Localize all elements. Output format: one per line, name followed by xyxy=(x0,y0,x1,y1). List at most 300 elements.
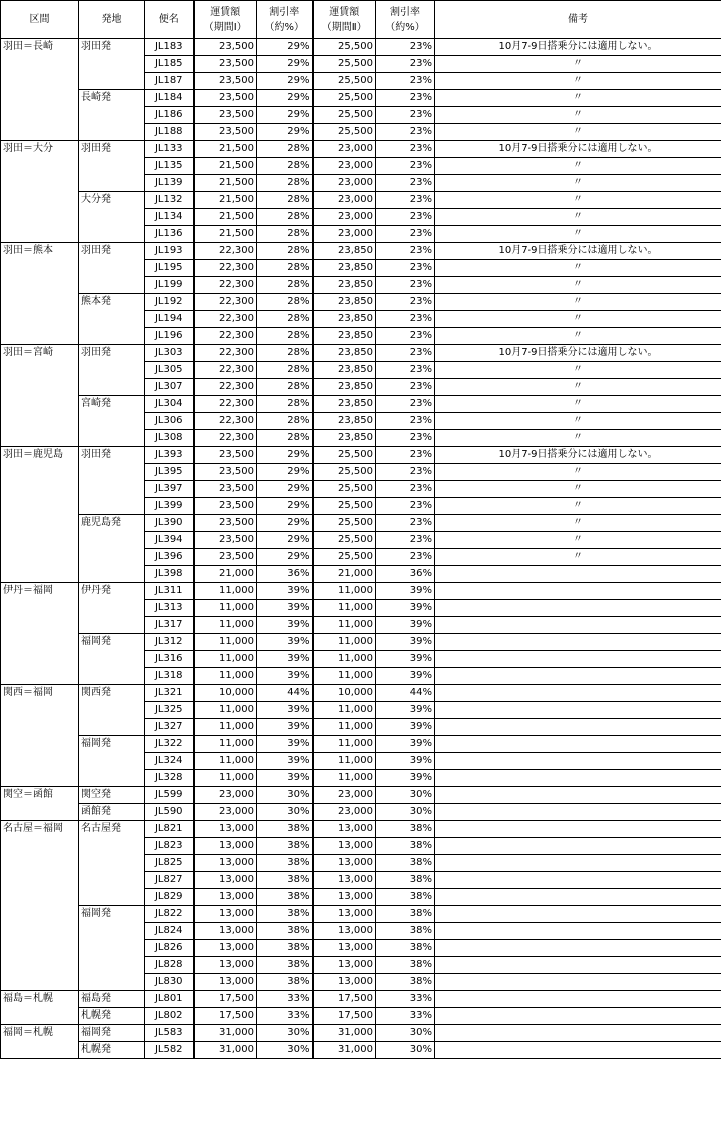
rate-period1-cell: 39% xyxy=(257,770,313,787)
departure-cell: 名古屋発 xyxy=(79,821,145,906)
rate-period1-cell: 30% xyxy=(257,1025,313,1042)
rate-period1-cell: 29% xyxy=(257,549,313,566)
rate-period2-cell: 38% xyxy=(376,906,435,923)
fare-period2-cell: 17,500 xyxy=(313,991,376,1008)
section-cell: 関西＝福岡 xyxy=(1,685,79,787)
table-row xyxy=(1,583,721,600)
remarks-cell xyxy=(435,685,721,702)
fare-period2-cell: 11,000 xyxy=(313,651,376,668)
flight-number-cell: JL830 xyxy=(145,974,194,991)
fare-period1-cell: 13,000 xyxy=(194,957,257,974)
flight-number-cell: JL317 xyxy=(145,617,194,634)
remarks-cell xyxy=(435,1042,721,1059)
rate-period1-cell: 29% xyxy=(257,447,313,464)
remarks-cell: 〃 xyxy=(435,175,721,192)
rate-period2-cell: 39% xyxy=(376,617,435,634)
fare-period1-cell: 13,000 xyxy=(194,838,257,855)
header-remarks: 備考 xyxy=(435,1,721,39)
flight-number-cell: JL185 xyxy=(145,56,194,73)
rate-period2-cell: 23% xyxy=(376,141,435,158)
fare-period2-cell: 23,850 xyxy=(313,311,376,328)
fare-period2-cell: 13,000 xyxy=(313,940,376,957)
flight-number-cell: JL195 xyxy=(145,260,194,277)
flight-number-cell: JL193 xyxy=(145,243,194,260)
rate-period1-cell: 28% xyxy=(257,192,313,209)
rate-period1-cell: 29% xyxy=(257,532,313,549)
fare-period1-cell: 23,500 xyxy=(194,549,257,566)
flight-number-cell: JL311 xyxy=(145,583,194,600)
table-row xyxy=(1,90,721,107)
rate-period2-cell: 38% xyxy=(376,855,435,872)
rate-period1-cell: 30% xyxy=(257,1042,313,1059)
rate-period1-cell: 28% xyxy=(257,277,313,294)
rate-period2-cell: 23% xyxy=(376,277,435,294)
fare-period2-cell: 23,000 xyxy=(313,804,376,821)
fare-period2-cell: 23,850 xyxy=(313,294,376,311)
table-row xyxy=(1,243,721,260)
rate-period2-cell: 39% xyxy=(376,753,435,770)
fare-period1-cell: 11,000 xyxy=(194,583,257,600)
fare-period1-cell: 23,500 xyxy=(194,73,257,90)
flight-number-cell: JL325 xyxy=(145,702,194,719)
fare-period2-cell: 11,000 xyxy=(313,719,376,736)
rate-period1-cell: 33% xyxy=(257,1008,313,1025)
fare-period2-cell: 25,500 xyxy=(313,498,376,515)
remarks-cell: 10月7-9日搭乗分には適用しない。 xyxy=(435,141,721,158)
fare-period1-cell: 22,300 xyxy=(194,396,257,413)
table-row xyxy=(1,515,721,532)
rate-period1-cell: 29% xyxy=(257,39,313,56)
remarks-cell: 〃 xyxy=(435,549,721,566)
remarks-cell: 〃 xyxy=(435,498,721,515)
fare-period1-cell: 23,500 xyxy=(194,515,257,532)
table-row xyxy=(1,396,721,413)
fare-period2-cell: 25,500 xyxy=(313,532,376,549)
fare-period1-cell: 22,300 xyxy=(194,260,257,277)
fare-period1-cell: 22,300 xyxy=(194,311,257,328)
rate-period1-cell: 29% xyxy=(257,73,313,90)
rate-period1-cell: 39% xyxy=(257,617,313,634)
rate-period1-cell: 28% xyxy=(257,294,313,311)
fare-period2-cell: 13,000 xyxy=(313,838,376,855)
fare-period2-cell: 11,000 xyxy=(313,753,376,770)
fare-period1-cell: 11,000 xyxy=(194,600,257,617)
remarks-cell xyxy=(435,770,721,787)
flight-number-cell: JL599 xyxy=(145,787,194,804)
flight-number-cell: JL135 xyxy=(145,158,194,175)
departure-cell: 札幌発 xyxy=(79,1042,145,1059)
fare-period2-cell: 25,500 xyxy=(313,39,376,56)
flight-number-cell: JL321 xyxy=(145,685,194,702)
rate-period1-cell: 28% xyxy=(257,413,313,430)
rate-period1-cell: 29% xyxy=(257,56,313,73)
rate-period1-cell: 28% xyxy=(257,158,313,175)
flight-number-cell: JL821 xyxy=(145,821,194,838)
table-row xyxy=(1,787,721,804)
fare-period2-cell: 13,000 xyxy=(313,906,376,923)
rate-period1-cell: 29% xyxy=(257,481,313,498)
remarks-cell xyxy=(435,991,721,1008)
fare-period2-cell: 25,500 xyxy=(313,73,376,90)
remarks-cell xyxy=(435,1008,721,1025)
departure-cell: 鹿児島発 xyxy=(79,515,145,583)
flight-number-cell: JL306 xyxy=(145,413,194,430)
flight-number-cell: JL396 xyxy=(145,549,194,566)
fare-period1-cell: 11,000 xyxy=(194,634,257,651)
rate-period2-cell: 39% xyxy=(376,770,435,787)
remarks-cell xyxy=(435,753,721,770)
rate-period1-cell: 36% xyxy=(257,566,313,583)
fare-period1-cell: 11,000 xyxy=(194,702,257,719)
section-cell: 羽田＝宮崎 xyxy=(1,345,79,447)
flight-number-cell: JL399 xyxy=(145,498,194,515)
fare-period1-cell: 22,300 xyxy=(194,413,257,430)
rate-period2-cell: 39% xyxy=(376,634,435,651)
remarks-cell: 〃 xyxy=(435,311,721,328)
rate-period2-cell: 23% xyxy=(376,396,435,413)
rate-period2-cell: 30% xyxy=(376,804,435,821)
flight-number-cell: JL183 xyxy=(145,39,194,56)
departure-cell: 福岡発 xyxy=(79,906,145,991)
rate-period2-cell: 23% xyxy=(376,430,435,447)
remarks-cell xyxy=(435,889,721,906)
flight-number-cell: JL583 xyxy=(145,1025,194,1042)
fare-period1-cell: 22,300 xyxy=(194,345,257,362)
departure-cell: 大分発 xyxy=(79,192,145,243)
rate-period2-cell: 38% xyxy=(376,821,435,838)
table-row xyxy=(1,634,721,651)
remarks-cell xyxy=(435,855,721,872)
section-cell: 羽田＝大分 xyxy=(1,141,79,243)
remarks-cell: 〃 xyxy=(435,277,721,294)
flight-number-cell: JL312 xyxy=(145,634,194,651)
fare-period2-cell: 23,850 xyxy=(313,396,376,413)
fare-period2-cell: 23,000 xyxy=(313,209,376,226)
rate-period2-cell: 33% xyxy=(376,991,435,1008)
fare-period1-cell: 11,000 xyxy=(194,668,257,685)
header-rate-period1: 割引率 （約%） xyxy=(257,1,313,39)
rate-period2-cell: 38% xyxy=(376,889,435,906)
fare-period1-cell: 23,000 xyxy=(194,804,257,821)
fare-period1-cell: 21,500 xyxy=(194,209,257,226)
fare-period2-cell: 31,000 xyxy=(313,1042,376,1059)
remarks-cell: 〃 xyxy=(435,515,721,532)
rate-period1-cell: 38% xyxy=(257,974,313,991)
rate-period2-cell: 23% xyxy=(376,192,435,209)
rate-period2-cell: 23% xyxy=(376,260,435,277)
header-fare-period2: 運賃額 （期間Ⅱ） xyxy=(313,1,376,39)
flight-number-cell: JL324 xyxy=(145,753,194,770)
fare-period1-cell: 13,000 xyxy=(194,889,257,906)
fare-period2-cell: 11,000 xyxy=(313,617,376,634)
rate-period1-cell: 39% xyxy=(257,753,313,770)
fare-period1-cell: 23,500 xyxy=(194,56,257,73)
remarks-cell xyxy=(435,804,721,821)
fare-period1-cell: 23,500 xyxy=(194,464,257,481)
rate-period2-cell: 23% xyxy=(376,294,435,311)
flight-number-cell: JL328 xyxy=(145,770,194,787)
fare-period1-cell: 17,500 xyxy=(194,1008,257,1025)
remarks-cell: 〃 xyxy=(435,294,721,311)
rate-period2-cell: 23% xyxy=(376,481,435,498)
remarks-cell: 10月7-9日搭乗分には適用しない。 xyxy=(435,243,721,260)
rate-period1-cell: 39% xyxy=(257,634,313,651)
rate-period1-cell: 28% xyxy=(257,243,313,260)
remarks-cell: 〃 xyxy=(435,158,721,175)
fare-period2-cell: 23,850 xyxy=(313,345,376,362)
rate-period2-cell: 36% xyxy=(376,566,435,583)
fare-period1-cell: 21,500 xyxy=(194,175,257,192)
rate-period2-cell: 23% xyxy=(376,56,435,73)
fare-period1-cell: 22,300 xyxy=(194,328,257,345)
flight-number-cell: JL134 xyxy=(145,209,194,226)
rate-period2-cell: 23% xyxy=(376,413,435,430)
rate-period1-cell: 38% xyxy=(257,906,313,923)
flight-number-cell: JL398 xyxy=(145,566,194,583)
flight-number-cell: JL802 xyxy=(145,1008,194,1025)
remarks-cell: 〃 xyxy=(435,73,721,90)
rate-period2-cell: 23% xyxy=(376,90,435,107)
rate-period1-cell: 28% xyxy=(257,311,313,328)
remarks-cell xyxy=(435,957,721,974)
flight-number-cell: JL184 xyxy=(145,90,194,107)
flight-number-cell: JL395 xyxy=(145,464,194,481)
remarks-cell xyxy=(435,719,721,736)
flight-number-cell: JL303 xyxy=(145,345,194,362)
rate-period2-cell: 23% xyxy=(376,498,435,515)
header-fare-period1: 運賃額 （期間Ⅰ） xyxy=(194,1,257,39)
remarks-cell xyxy=(435,940,721,957)
rate-period1-cell: 28% xyxy=(257,209,313,226)
remarks-cell: 〃 xyxy=(435,56,721,73)
remarks-cell xyxy=(435,600,721,617)
rate-period2-cell: 23% xyxy=(376,158,435,175)
departure-cell: 福島発 xyxy=(79,991,145,1008)
section-cell: 伊丹＝福岡 xyxy=(1,583,79,685)
rate-period1-cell: 39% xyxy=(257,736,313,753)
fare-period2-cell: 23,850 xyxy=(313,243,376,260)
fare-period1-cell: 22,300 xyxy=(194,277,257,294)
section-cell: 羽田＝熊本 xyxy=(1,243,79,345)
remarks-cell: 〃 xyxy=(435,464,721,481)
rate-period1-cell: 29% xyxy=(257,107,313,124)
fare-period1-cell: 21,500 xyxy=(194,141,257,158)
fare-period1-cell: 23,500 xyxy=(194,90,257,107)
rate-period1-cell: 39% xyxy=(257,719,313,736)
remarks-cell: 10月7-9日搭乗分には適用しない。 xyxy=(435,39,721,56)
remarks-cell xyxy=(435,838,721,855)
section-cell: 福岡＝札幌 xyxy=(1,1025,79,1059)
remarks-cell: 〃 xyxy=(435,192,721,209)
flight-number-cell: JL132 xyxy=(145,192,194,209)
fare-period1-cell: 22,300 xyxy=(194,362,257,379)
departure-cell: 羽田発 xyxy=(79,243,145,294)
rate-period1-cell: 29% xyxy=(257,464,313,481)
fare-period2-cell: 13,000 xyxy=(313,821,376,838)
rate-period1-cell: 38% xyxy=(257,940,313,957)
section-cell: 関空＝函館 xyxy=(1,787,79,821)
rate-period1-cell: 28% xyxy=(257,345,313,362)
rate-period1-cell: 28% xyxy=(257,379,313,396)
rate-period2-cell: 38% xyxy=(376,838,435,855)
remarks-cell: 〃 xyxy=(435,124,721,141)
rate-period1-cell: 39% xyxy=(257,668,313,685)
table-row xyxy=(1,1042,721,1059)
fare-period1-cell: 23,500 xyxy=(194,39,257,56)
fare-period1-cell: 13,000 xyxy=(194,906,257,923)
fare-period2-cell: 11,000 xyxy=(313,583,376,600)
rate-period2-cell: 23% xyxy=(376,311,435,328)
fare-period2-cell: 23,000 xyxy=(313,192,376,209)
table-row xyxy=(1,821,721,838)
rate-period1-cell: 30% xyxy=(257,787,313,804)
flight-number-cell: JL139 xyxy=(145,175,194,192)
remarks-cell: 〃 xyxy=(435,396,721,413)
remarks-cell: 〃 xyxy=(435,532,721,549)
fare-period2-cell: 11,000 xyxy=(313,770,376,787)
remarks-cell xyxy=(435,736,721,753)
rate-period2-cell: 23% xyxy=(376,362,435,379)
flight-number-cell: JL827 xyxy=(145,872,194,889)
fare-period1-cell: 22,300 xyxy=(194,430,257,447)
fare-period2-cell: 13,000 xyxy=(313,889,376,906)
departure-cell: 伊丹発 xyxy=(79,583,145,634)
rate-period1-cell: 38% xyxy=(257,821,313,838)
rate-period1-cell: 28% xyxy=(257,328,313,345)
fare-period2-cell: 23,850 xyxy=(313,430,376,447)
remarks-cell xyxy=(435,821,721,838)
flight-number-cell: JL188 xyxy=(145,124,194,141)
rate-period1-cell: 39% xyxy=(257,583,313,600)
fare-period2-cell: 23,850 xyxy=(313,413,376,430)
fare-period1-cell: 13,000 xyxy=(194,855,257,872)
rate-period2-cell: 38% xyxy=(376,872,435,889)
flight-number-cell: JL194 xyxy=(145,311,194,328)
rate-period2-cell: 23% xyxy=(376,515,435,532)
fare-period1-cell: 22,300 xyxy=(194,243,257,260)
rate-period1-cell: 28% xyxy=(257,430,313,447)
departure-cell: 羽田発 xyxy=(79,345,145,396)
remarks-cell xyxy=(435,906,721,923)
rate-period2-cell: 39% xyxy=(376,651,435,668)
fare-period1-cell: 13,000 xyxy=(194,821,257,838)
fare-period1-cell: 23,500 xyxy=(194,447,257,464)
flight-number-cell: JL304 xyxy=(145,396,194,413)
fare-period2-cell: 23,850 xyxy=(313,277,376,294)
fare-period1-cell: 21,500 xyxy=(194,158,257,175)
fare-period1-cell: 31,000 xyxy=(194,1042,257,1059)
fare-period1-cell: 17,500 xyxy=(194,991,257,1008)
header-row xyxy=(1,1,721,39)
rate-period2-cell: 30% xyxy=(376,1042,435,1059)
remarks-cell: 〃 xyxy=(435,226,721,243)
rate-period2-cell: 23% xyxy=(376,175,435,192)
remarks-cell xyxy=(435,566,721,583)
remarks-cell xyxy=(435,617,721,634)
section-cell: 福島＝札幌 xyxy=(1,991,79,1025)
fare-period1-cell: 11,000 xyxy=(194,651,257,668)
fare-period1-cell: 23,500 xyxy=(194,481,257,498)
fare-period2-cell: 25,500 xyxy=(313,107,376,124)
fare-period2-cell: 25,500 xyxy=(313,56,376,73)
rate-period1-cell: 29% xyxy=(257,124,313,141)
fare-period2-cell: 23,000 xyxy=(313,787,376,804)
table-row xyxy=(1,804,721,821)
fare-period1-cell: 23,000 xyxy=(194,787,257,804)
fare-period2-cell: 11,000 xyxy=(313,600,376,617)
flight-number-cell: JL187 xyxy=(145,73,194,90)
remarks-cell: 10月7-9日搭乗分には適用しない。 xyxy=(435,345,721,362)
flight-number-cell: JL828 xyxy=(145,957,194,974)
rate-period1-cell: 29% xyxy=(257,90,313,107)
rate-period2-cell: 38% xyxy=(376,957,435,974)
fare-period1-cell: 23,500 xyxy=(194,124,257,141)
remarks-cell: 〃 xyxy=(435,362,721,379)
remarks-cell xyxy=(435,702,721,719)
fare-period2-cell: 25,500 xyxy=(313,464,376,481)
rate-period1-cell: 38% xyxy=(257,923,313,940)
fare-period1-cell: 23,500 xyxy=(194,107,257,124)
rate-period2-cell: 23% xyxy=(376,243,435,260)
remarks-cell: 〃 xyxy=(435,430,721,447)
rate-period2-cell: 33% xyxy=(376,1008,435,1025)
rate-period1-cell: 33% xyxy=(257,991,313,1008)
rate-period2-cell: 39% xyxy=(376,668,435,685)
departure-cell: 関空発 xyxy=(79,787,145,804)
flight-number-cell: JL582 xyxy=(145,1042,194,1059)
fare-period1-cell: 22,300 xyxy=(194,379,257,396)
table-row xyxy=(1,1025,721,1042)
remarks-cell xyxy=(435,974,721,991)
fare-period2-cell: 23,000 xyxy=(313,141,376,158)
fare-period2-cell: 11,000 xyxy=(313,736,376,753)
rate-period2-cell: 30% xyxy=(376,1025,435,1042)
flight-number-cell: JL305 xyxy=(145,362,194,379)
rate-period2-cell: 23% xyxy=(376,379,435,396)
rate-period2-cell: 23% xyxy=(376,124,435,141)
section-cell: 羽田＝鹿児島 xyxy=(1,447,79,583)
remarks-cell xyxy=(435,923,721,940)
flight-number-cell: JL822 xyxy=(145,906,194,923)
rate-period2-cell: 38% xyxy=(376,940,435,957)
rate-period2-cell: 23% xyxy=(376,464,435,481)
remarks-cell: 〃 xyxy=(435,107,721,124)
rate-period1-cell: 39% xyxy=(257,702,313,719)
flight-number-cell: JL825 xyxy=(145,855,194,872)
table-row xyxy=(1,294,721,311)
fare-period2-cell: 10,000 xyxy=(313,685,376,702)
fare-period1-cell: 13,000 xyxy=(194,872,257,889)
flight-number-cell: JL390 xyxy=(145,515,194,532)
fare-period2-cell: 25,500 xyxy=(313,447,376,464)
fare-period2-cell: 23,000 xyxy=(313,226,376,243)
rate-period1-cell: 28% xyxy=(257,362,313,379)
fare-period1-cell: 22,300 xyxy=(194,294,257,311)
rate-period1-cell: 44% xyxy=(257,685,313,702)
table-row xyxy=(1,192,721,209)
departure-cell: 函館発 xyxy=(79,804,145,821)
flight-number-cell: JL186 xyxy=(145,107,194,124)
fare-period1-cell: 11,000 xyxy=(194,719,257,736)
remarks-cell: 〃 xyxy=(435,209,721,226)
fare-period2-cell: 25,500 xyxy=(313,481,376,498)
flight-number-cell: JL801 xyxy=(145,991,194,1008)
table-row xyxy=(1,141,721,158)
rate-period2-cell: 39% xyxy=(376,719,435,736)
departure-cell: 羽田発 xyxy=(79,141,145,192)
fare-period2-cell: 23,000 xyxy=(313,158,376,175)
remarks-cell: 〃 xyxy=(435,379,721,396)
